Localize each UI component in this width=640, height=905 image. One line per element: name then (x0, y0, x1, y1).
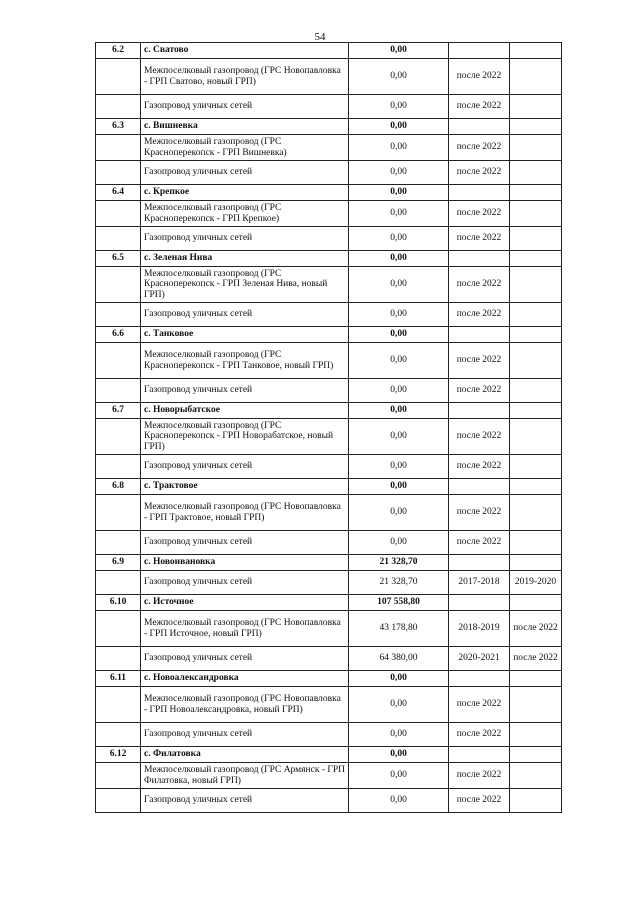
period-end-cell (510, 455, 562, 479)
period-start-cell: после 2022 (449, 95, 510, 119)
amount-cell: 21 328,70 (349, 555, 449, 571)
row-number-cell (96, 227, 141, 251)
name-cell: Межпоселковый газопровод (ГРС Новопавловка - ГРП Источное, новый ГРП) (141, 611, 349, 647)
name-cell: Межпоселковый газопровод (ГРС Новопавловка - ГРП Новоалександровка, новый ГРП) (141, 687, 349, 723)
pipeline-row (96, 763, 562, 789)
amount-cell: 0,00 (349, 763, 449, 789)
period-start-cell (449, 403, 510, 419)
settlement-row (96, 671, 562, 687)
amount-cell: 0,00 (349, 723, 449, 747)
period-end-cell (510, 531, 562, 555)
pipeline-row (96, 495, 562, 531)
pipeline-row (96, 611, 562, 647)
row-number-cell (96, 789, 141, 813)
period-end-cell (510, 327, 562, 343)
pipeline-row (96, 419, 562, 455)
name-cell: с. Новоивановка (141, 555, 349, 571)
amount-cell: 0,00 (349, 343, 449, 379)
period-end-cell (510, 555, 562, 571)
period-end-cell (510, 161, 562, 185)
name-cell: с. Крепкое (141, 185, 349, 201)
name-cell: Межпоселковый газопровод (ГРС Новопавловка - ГРП Сватово, новый ГРП) (141, 59, 349, 95)
name-cell: Межпоселковый газопровод (ГРС Красноперекопск - ГРП Вишневка) (141, 135, 349, 161)
table-body (96, 43, 562, 813)
period-start-cell: 2018-2019 (449, 611, 510, 647)
period-end-cell (510, 201, 562, 227)
period-end-cell (510, 419, 562, 455)
amount-cell: 0,00 (349, 379, 449, 403)
amount-cell: 0,00 (349, 119, 449, 135)
pipeline-row (96, 267, 562, 303)
row-number-cell: 6.7 (96, 403, 141, 419)
row-number-cell (96, 135, 141, 161)
amount-cell: 43 178,80 (349, 611, 449, 647)
period-start-cell: 2017-2018 (449, 571, 510, 595)
name-cell: Газопровод уличных сетей (141, 161, 349, 185)
period-start-cell (449, 185, 510, 201)
amount-cell: 0,00 (349, 227, 449, 251)
period-end-cell (510, 135, 562, 161)
period-end-cell (510, 671, 562, 687)
row-number-cell (96, 95, 141, 119)
period-start-cell: после 2022 (449, 723, 510, 747)
amount-cell: 0,00 (349, 403, 449, 419)
amount-cell: 0,00 (349, 747, 449, 763)
name-cell: Газопровод уличных сетей (141, 789, 349, 813)
amount-cell: 0,00 (349, 267, 449, 303)
period-start-cell: после 2022 (449, 379, 510, 403)
period-end-cell (510, 403, 562, 419)
period-start-cell: после 2022 (449, 687, 510, 723)
period-end-cell (510, 723, 562, 747)
pipeline-row (96, 723, 562, 747)
name-cell: Межпоселковый газопровод (ГРС Красноперекопск - ГРП Зеленая Нива, новый ГРП) (141, 267, 349, 303)
settlement-row (96, 43, 562, 59)
period-end-cell (510, 687, 562, 723)
period-start-cell: после 2022 (449, 161, 510, 185)
amount-cell: 64 380,00 (349, 647, 449, 671)
period-start-cell (449, 251, 510, 267)
pipeline-row (96, 531, 562, 555)
gas-pipeline-table (95, 42, 562, 813)
name-cell: Межпоселковый газопровод (ГРС Новопавловка - ГРП Трактовое, новый ГРП) (141, 495, 349, 531)
period-start-cell (449, 479, 510, 495)
row-number-cell (96, 763, 141, 789)
row-number-cell (96, 723, 141, 747)
period-end-cell (510, 747, 562, 763)
period-end-cell (510, 185, 562, 201)
period-end-cell: 2019-2020 (510, 571, 562, 595)
period-end-cell (510, 95, 562, 119)
period-start-cell: после 2022 (449, 135, 510, 161)
name-cell: Межпоселковый газопровод (ГРС Армянск - ГРП Филатовка, новый ГРП) (141, 763, 349, 789)
settlement-row (96, 555, 562, 571)
pipeline-row (96, 647, 562, 671)
period-start-cell (449, 327, 510, 343)
period-start-cell: после 2022 (449, 59, 510, 95)
period-end-cell (510, 379, 562, 403)
period-start-cell (449, 555, 510, 571)
pipeline-row (96, 161, 562, 185)
amount-cell: 0,00 (349, 419, 449, 455)
period-end-cell (510, 595, 562, 611)
period-start-cell: после 2022 (449, 531, 510, 555)
period-start-cell (449, 595, 510, 611)
name-cell: Межпоселковый газопровод (ГРС Красноперекопск - ГРП Новорабатское, новый ГРП) (141, 419, 349, 455)
amount-cell: 0,00 (349, 495, 449, 531)
name-cell: с. Филатовка (141, 747, 349, 763)
amount-cell: 0,00 (349, 95, 449, 119)
period-start-cell (449, 671, 510, 687)
row-number-cell: 6.3 (96, 119, 141, 135)
row-number-cell: 6.6 (96, 327, 141, 343)
row-number-cell: 6.2 (96, 43, 141, 59)
name-cell: Газопровод уличных сетей (141, 571, 349, 595)
row-number-cell (96, 419, 141, 455)
pipeline-row (96, 227, 562, 251)
period-end-cell (510, 763, 562, 789)
pipeline-row (96, 343, 562, 379)
row-number-cell: 6.5 (96, 251, 141, 267)
name-cell: Газопровод уличных сетей (141, 723, 349, 747)
name-cell: с. Новорыбатское (141, 403, 349, 419)
period-end-cell (510, 227, 562, 251)
row-number-cell: 6.9 (96, 555, 141, 571)
name-cell: Газопровод уличных сетей (141, 303, 349, 327)
amount-cell: 0,00 (349, 201, 449, 227)
amount-cell: 0,00 (349, 531, 449, 555)
row-number-cell: 6.4 (96, 185, 141, 201)
row-number-cell (96, 59, 141, 95)
amount-cell: 0,00 (349, 135, 449, 161)
name-cell: с. Вишневка (141, 119, 349, 135)
period-end-cell (510, 343, 562, 379)
amount-cell: 21 328,70 (349, 571, 449, 595)
name-cell: с. Сватово (141, 43, 349, 59)
name-cell: с. Трактовое (141, 479, 349, 495)
period-end-cell: после 2022 (510, 647, 562, 671)
period-end-cell (510, 495, 562, 531)
amount-cell: 0,00 (349, 303, 449, 327)
amount-cell: 0,00 (349, 251, 449, 267)
period-end-cell: после 2022 (510, 611, 562, 647)
row-number-cell (96, 611, 141, 647)
period-start-cell: после 2022 (449, 495, 510, 531)
period-start-cell: после 2022 (449, 343, 510, 379)
pipeline-row (96, 95, 562, 119)
period-end-cell (510, 479, 562, 495)
row-number-cell (96, 343, 141, 379)
period-end-cell (510, 267, 562, 303)
name-cell: Газопровод уличных сетей (141, 379, 349, 403)
name-cell: Межпоселковый газопровод (ГРС Красноперекопск - ГРП Танковое, новый ГРП) (141, 343, 349, 379)
row-number-cell (96, 687, 141, 723)
row-number-cell: 6.8 (96, 479, 141, 495)
name-cell: с. Новоалександровка (141, 671, 349, 687)
pipeline-row (96, 687, 562, 723)
amount-cell: 0,00 (349, 671, 449, 687)
period-start-cell: после 2022 (449, 455, 510, 479)
period-end-cell (510, 789, 562, 813)
pipeline-row (96, 379, 562, 403)
name-cell: Газопровод уличных сетей (141, 455, 349, 479)
settlement-row (96, 251, 562, 267)
period-start-cell (449, 119, 510, 135)
amount-cell: 0,00 (349, 161, 449, 185)
amount-cell: 0,00 (349, 327, 449, 343)
settlement-row (96, 327, 562, 343)
name-cell: Газопровод уличных сетей (141, 647, 349, 671)
period-start-cell: после 2022 (449, 789, 510, 813)
period-start-cell: после 2022 (449, 303, 510, 327)
settlement-row (96, 595, 562, 611)
period-start-cell: после 2022 (449, 419, 510, 455)
pipeline-row (96, 455, 562, 479)
name-cell: с. Танковое (141, 327, 349, 343)
row-number-cell (96, 647, 141, 671)
settlement-row (96, 747, 562, 763)
settlement-row (96, 403, 562, 419)
period-start-cell (449, 43, 510, 59)
row-number-cell (96, 571, 141, 595)
period-end-cell (510, 119, 562, 135)
page-number: 54 (314, 31, 326, 43)
pipeline-row (96, 59, 562, 95)
period-end-cell (510, 59, 562, 95)
name-cell: Газопровод уличных сетей (141, 95, 349, 119)
pipeline-row (96, 571, 562, 595)
period-end-cell (510, 251, 562, 267)
name-cell: Газопровод уличных сетей (141, 227, 349, 251)
pipeline-row (96, 789, 562, 813)
pipeline-row (96, 135, 562, 161)
amount-cell: 0,00 (349, 789, 449, 813)
amount-cell: 0,00 (349, 59, 449, 95)
row-number-cell (96, 531, 141, 555)
row-number-cell: 6.11 (96, 671, 141, 687)
row-number-cell (96, 379, 141, 403)
settlement-row (96, 479, 562, 495)
name-cell: с. Зеленая Нива (141, 251, 349, 267)
settlement-row (96, 119, 562, 135)
row-number-cell (96, 161, 141, 185)
amount-cell: 0,00 (349, 455, 449, 479)
period-start-cell: после 2022 (449, 267, 510, 303)
amount-cell: 0,00 (349, 479, 449, 495)
amount-cell: 0,00 (349, 687, 449, 723)
row-number-cell: 6.12 (96, 747, 141, 763)
name-cell: Межпоселковый газопровод (ГРС Красноперекопск - ГРП Крепкое) (141, 201, 349, 227)
row-number-cell (96, 267, 141, 303)
period-start-cell: после 2022 (449, 763, 510, 789)
amount-cell: 0,00 (349, 43, 449, 59)
row-number-cell (96, 495, 141, 531)
period-start-cell: 2020-2021 (449, 647, 510, 671)
amount-cell: 107 558,80 (349, 595, 449, 611)
settlement-row (96, 185, 562, 201)
period-start-cell: после 2022 (449, 201, 510, 227)
row-number-cell (96, 201, 141, 227)
period-end-cell (510, 43, 562, 59)
pipeline-row (96, 303, 562, 327)
name-cell: Газопровод уличных сетей (141, 531, 349, 555)
period-start-cell (449, 747, 510, 763)
name-cell: с. Источное (141, 595, 349, 611)
row-number-cell (96, 303, 141, 327)
row-number-cell: 6.10 (96, 595, 141, 611)
amount-cell: 0,00 (349, 185, 449, 201)
period-end-cell (510, 303, 562, 327)
pipeline-row (96, 201, 562, 227)
period-start-cell: после 2022 (449, 227, 510, 251)
row-number-cell (96, 455, 141, 479)
